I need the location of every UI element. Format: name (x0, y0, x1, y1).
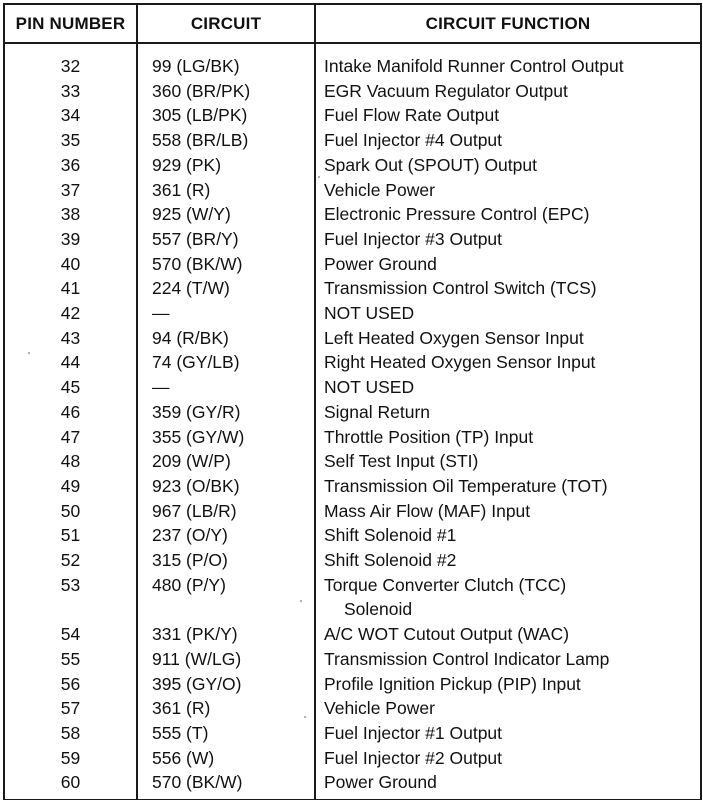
circuit-cell: 361 (R) (137, 696, 315, 721)
circuit-cell: 480 (P/Y) (137, 573, 315, 622)
table-row (4, 153, 701, 178)
circuit-function-cell (315, 301, 701, 326)
pin-number-cell: 50 (4, 499, 137, 524)
circuit-function-cell (315, 326, 701, 351)
circuit-cell: 305 (LB/PK) (137, 103, 315, 128)
header-circuit-function: CIRCUIT FUNCTION (315, 4, 701, 43)
circuit-cell: 570 (BK/W) (137, 252, 315, 277)
circuit-function-cell (315, 449, 701, 474)
pin-number-cell: 47 (4, 425, 137, 450)
table-header-row (4, 4, 701, 43)
table-row (4, 696, 701, 721)
circuit-function-cell (315, 178, 701, 203)
table-row (4, 721, 701, 746)
scan-speck (28, 352, 30, 354)
pin-number-cell: 42 (4, 301, 137, 326)
circuit-function-cell (315, 350, 701, 375)
circuit-function-text: Spark Out (SPOUT) Output (324, 154, 537, 175)
pin-number-cell: 33 (4, 79, 137, 104)
circuit-function-text: A/C WOT Cutout Output (WAC) (324, 624, 570, 645)
circuit-function-text: Electronic Pressure Control (EPC) (324, 204, 590, 225)
circuit-function-cell (315, 375, 701, 400)
table-row (4, 202, 701, 227)
circuit-function-text: Transmission Control Switch (TCS) (324, 278, 597, 299)
circuit-function-cell (315, 425, 701, 450)
table-row (4, 425, 701, 450)
circuit-cell: 557 (BR/Y) (137, 227, 315, 252)
table-row (4, 128, 701, 153)
circuit-function-text: NOT USED (324, 377, 415, 398)
circuit-function-cell (315, 276, 701, 301)
circuit-function-cell (315, 79, 701, 104)
circuit-function-cell (315, 770, 701, 800)
circuit-function-text: Fuel Injector #3 Output (324, 228, 503, 249)
circuit-function-cell (315, 43, 701, 79)
pin-number-cell: 35 (4, 128, 137, 153)
pin-number-cell: 48 (4, 449, 137, 474)
circuit-function-cell (315, 103, 701, 128)
pin-number-cell: 40 (4, 252, 137, 277)
table-row (4, 523, 701, 548)
circuit-function-text: Shift Solenoid #2 (324, 550, 457, 571)
table-row (4, 622, 701, 647)
pin-number-cell: 59 (4, 746, 137, 771)
circuit-function-text: Fuel Injector #1 Output (324, 722, 503, 743)
circuit-function-text: Fuel Injector #2 Output (324, 747, 503, 768)
table-row (4, 301, 701, 326)
pin-circuit-table (3, 3, 702, 800)
table-row (4, 548, 701, 573)
pin-number-cell: 52 (4, 548, 137, 573)
table-row (4, 770, 701, 800)
circuit-cell: — (137, 375, 315, 400)
pin-number-cell: 37 (4, 178, 137, 203)
circuit-cell: 570 (BK/W) (137, 770, 315, 800)
table-row (4, 326, 701, 351)
circuit-function-text: Signal Return (324, 401, 431, 422)
circuit-function-cell (315, 622, 701, 647)
circuit-function-text: Vehicle Power (324, 179, 435, 200)
circuit-function-text: Throttle Position (TP) Input (324, 426, 534, 447)
circuit-cell: 558 (BR/LB) (137, 128, 315, 153)
circuit-function-text: Mass Air Flow (MAF) Input (324, 500, 531, 521)
circuit-cell: 99 (LG/BK) (137, 43, 315, 79)
circuit-function-cell (315, 400, 701, 425)
circuit-function-text: Power Ground (324, 772, 437, 793)
table-row (4, 474, 701, 499)
table-row (4, 647, 701, 672)
pin-number-cell: 54 (4, 622, 137, 647)
pin-number-cell: 34 (4, 103, 137, 128)
pin-number-cell: 57 (4, 696, 137, 721)
circuit-function-cell (315, 474, 701, 499)
circuit-function-cell (315, 153, 701, 178)
pin-number-cell: 60 (4, 770, 137, 800)
circuit-cell: 74 (GY/LB) (137, 350, 315, 375)
circuit-function-cell (315, 227, 701, 252)
circuit-cell: 555 (T) (137, 721, 315, 746)
circuit-cell: — (137, 301, 315, 326)
circuit-function-text: Transmission Control Indicator Lamp (324, 648, 610, 669)
table-row (4, 178, 701, 203)
circuit-cell: 967 (LB/R) (137, 499, 315, 524)
circuit-cell: 331 (PK/Y) (137, 622, 315, 647)
table-body (4, 43, 701, 800)
circuit-cell: 315 (P/O) (137, 548, 315, 573)
circuit-cell: 395 (GY/O) (137, 672, 315, 697)
circuit-function-cell (315, 202, 701, 227)
circuit-function-cell (315, 548, 701, 573)
table-row (4, 227, 701, 252)
circuit-cell: 359 (GY/R) (137, 400, 315, 425)
pin-number-cell: 58 (4, 721, 137, 746)
pin-number-cell: 39 (4, 227, 137, 252)
circuit-function-text: Shift Solenoid #1 (324, 525, 457, 546)
circuit-cell: 224 (T/W) (137, 276, 315, 301)
table-row (4, 103, 701, 128)
circuit-function-text: EGR Vacuum Regulator Output (324, 80, 568, 101)
circuit-function-text: Transmission Oil Temperature (TOT) (324, 475, 608, 496)
table-row (4, 375, 701, 400)
circuit-cell: 360 (BR/PK) (137, 79, 315, 104)
circuit-cell: 209 (W/P) (137, 449, 315, 474)
circuit-function-cell (315, 252, 701, 277)
circuit-cell: 94 (R/BK) (137, 326, 315, 351)
circuit-function-text: Fuel Flow Rate Output (324, 105, 500, 126)
pin-number-cell: 32 (4, 43, 137, 79)
pin-number-cell: 53 (4, 573, 137, 622)
table-row (4, 79, 701, 104)
pin-number-cell: 55 (4, 647, 137, 672)
header-pin-number: PIN NUMBER (4, 4, 137, 43)
circuit-function-cell (315, 746, 701, 771)
circuit-function-text: Profile Ignition Pickup (PIP) Input (324, 673, 581, 694)
pin-number-cell: 36 (4, 153, 137, 178)
pin-number-cell: 56 (4, 672, 137, 697)
table-row (4, 499, 701, 524)
table-row (4, 252, 701, 277)
circuit-cell: 237 (O/Y) (137, 523, 315, 548)
pin-number-cell: 49 (4, 474, 137, 499)
circuit-function-cell (315, 721, 701, 746)
circuit-function-cell (315, 128, 701, 153)
circuit-function-text: Vehicle Power (324, 698, 435, 719)
scan-speck (318, 176, 320, 178)
circuit-function-cell (315, 573, 701, 622)
circuit-cell: 361 (R) (137, 178, 315, 203)
circuit-function-text: Self Test Input (STI) (324, 451, 479, 472)
table-row (4, 449, 701, 474)
circuit-cell: 923 (O/BK) (137, 474, 315, 499)
table-row (4, 350, 701, 375)
circuit-function-text: Left Heated Oxygen Sensor Input (324, 327, 584, 348)
circuit-function-text: Intake Manifold Runner Control Output (324, 56, 624, 76)
header-circuit: CIRCUIT (137, 4, 315, 43)
circuit-function-text: Power Ground (324, 253, 437, 274)
circuit-function-text: Torque Converter Clutch (TCC) (324, 574, 567, 595)
table-row (4, 573, 701, 622)
circuit-function-cell (315, 696, 701, 721)
circuit-function-cell (315, 647, 701, 672)
circuit-function-cell (315, 672, 701, 697)
circuit-cell: 911 (W/LG) (137, 647, 315, 672)
scan-speck (300, 600, 302, 602)
circuit-cell: 556 (W) (137, 746, 315, 771)
table-row (4, 672, 701, 697)
circuit-function-text: Right Heated Oxygen Sensor Input (324, 352, 596, 373)
circuit-function-text: Fuel Injector #4 Output (324, 130, 503, 151)
table-row (4, 746, 701, 771)
circuit-cell: 925 (W/Y) (137, 202, 315, 227)
circuit-cell: 355 (GY/W) (137, 425, 315, 450)
circuit-function-continuation: Solenoid (344, 599, 413, 620)
pin-number-cell: 45 (4, 375, 137, 400)
circuit-function-cell (315, 523, 701, 548)
scan-speck (304, 716, 306, 718)
circuit-function-cell (315, 499, 701, 524)
circuit-function-text: NOT USED (324, 303, 415, 324)
pin-number-cell: 46 (4, 400, 137, 425)
circuit-cell: 929 (PK) (137, 153, 315, 178)
pin-number-cell: 44 (4, 350, 137, 375)
pin-number-cell: 43 (4, 326, 137, 351)
table-row (4, 400, 701, 425)
table-row (4, 276, 701, 301)
table-row (4, 43, 701, 79)
pin-number-cell: 41 (4, 276, 137, 301)
pin-number-cell: 51 (4, 523, 137, 548)
pin-number-cell: 38 (4, 202, 137, 227)
